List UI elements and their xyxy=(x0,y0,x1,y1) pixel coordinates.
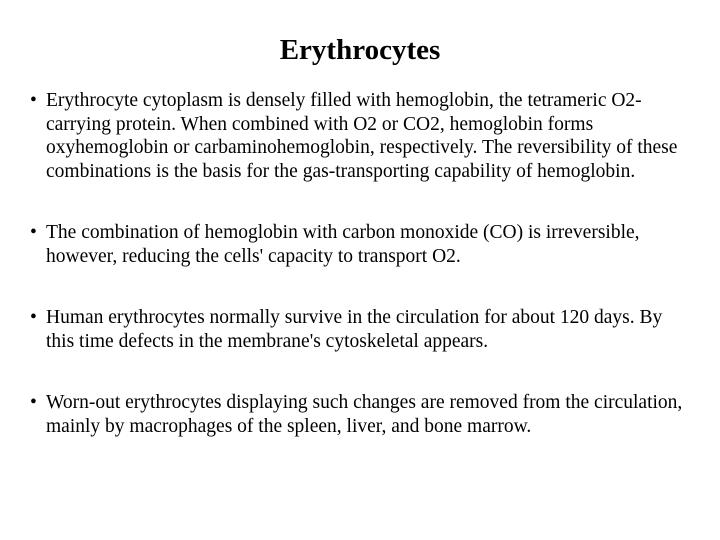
bullet-item-survival xyxy=(30,306,690,353)
bullet-icon: • xyxy=(30,222,37,243)
bullet-text: The combination of hemoglobin with carbon monoxide (CO) is irreversible, however, reducing the cells' capacity to transport O2. xyxy=(46,222,640,267)
bullet-text: Human erythrocytes normally survive in the circulation for about 120 days. By this time defects in the membrane's cytoskeletal appears. xyxy=(46,307,663,352)
bullet-item-removal xyxy=(30,391,690,438)
bullet-icon: • xyxy=(30,90,37,111)
bullet-list xyxy=(30,89,690,438)
bullet-text: Worn-out erythrocytes displaying such changes are removed from the circulation, mainly by macrophages of the spleen, liver, and bone marrow. xyxy=(46,392,683,437)
slide-title: Erythrocytes xyxy=(279,34,441,66)
bullet-icon: • xyxy=(30,307,37,328)
bullet-icon: • xyxy=(30,392,37,413)
bullet-item-cytoplasm xyxy=(30,89,690,183)
bullet-text: Erythrocyte cytoplasm is densely filled with hemoglobin, the tetrameric O2-carrying protein. When combined with O2 or CO2, hemoglobin forms oxyhemoglobin or carbaminohemoglobin, respectively. The reversibility of these combinations is the basis for the gas-transporting capability of hemoglobin. xyxy=(46,90,678,182)
bullet-item-carbon-monoxide xyxy=(30,221,690,268)
